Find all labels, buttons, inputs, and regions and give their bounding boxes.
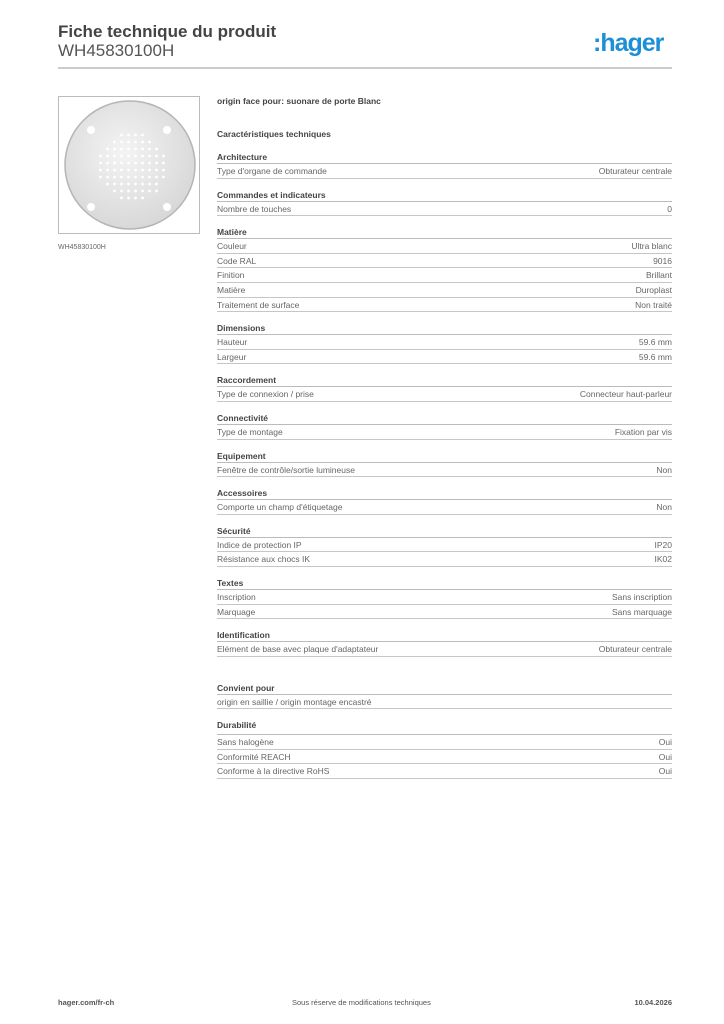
spec-section bbox=[217, 321, 672, 364]
spec-label: Type de connexion / prise bbox=[217, 389, 314, 400]
spec-section bbox=[217, 449, 672, 478]
section-title: Architecture bbox=[217, 150, 672, 164]
spec-row bbox=[217, 202, 672, 217]
spec-row bbox=[217, 552, 672, 567]
spec-row bbox=[217, 350, 672, 365]
product-reference: WH45830100H bbox=[58, 41, 175, 60]
spec-label: Comporte un champ d'étiquetage bbox=[217, 502, 343, 513]
spec-section bbox=[217, 486, 672, 515]
spec-label: Finition bbox=[217, 270, 245, 281]
spec-value: Obturateur centrale bbox=[598, 644, 672, 655]
spec-value: Fixation par vis bbox=[614, 426, 672, 437]
spec-row bbox=[217, 335, 672, 350]
spec-value: Duroplast bbox=[635, 284, 672, 295]
section-title: Convient pour bbox=[217, 681, 672, 695]
footer-date: 10.04.2026 bbox=[634, 998, 672, 1007]
spec-section bbox=[217, 150, 672, 179]
spec-label: Marquage bbox=[217, 606, 256, 617]
spec-row bbox=[217, 695, 672, 710]
section-title: Identification bbox=[217, 628, 672, 642]
section-title: Connectivité bbox=[217, 411, 672, 425]
spec-label: Traitement de surface bbox=[217, 299, 300, 310]
spec-label: Résistance aux chocs IK bbox=[217, 554, 311, 565]
spec-label: Largeur bbox=[217, 351, 247, 362]
section-title: Matière bbox=[217, 225, 672, 239]
spec-label: Matière bbox=[217, 284, 246, 295]
hager-logo: :hager bbox=[593, 29, 664, 57]
spec-label: Type de montage bbox=[217, 426, 283, 437]
section-title: Equipement bbox=[217, 449, 672, 463]
spec-value: Obturateur centrale bbox=[598, 166, 672, 176]
spec-section bbox=[217, 524, 672, 567]
page-title: Fiche technique du produit bbox=[58, 22, 277, 41]
spec-label: Code RAL bbox=[217, 255, 257, 266]
spec-label: Nombre de touches bbox=[217, 203, 292, 214]
spec-label: Hauteur bbox=[217, 337, 248, 348]
spec-value: Sans inscription bbox=[611, 591, 672, 602]
section-title: Textes bbox=[217, 576, 672, 590]
spec-value: Sans marquage bbox=[611, 606, 672, 617]
spec-value: 9016 bbox=[653, 255, 672, 266]
spec-label: Conformité REACH bbox=[217, 751, 291, 762]
spec-value: 59.6 mm bbox=[638, 351, 672, 362]
spec-label: Elément de base avec plaque d'adaptateur bbox=[217, 644, 379, 655]
section-title: Accessoires bbox=[217, 486, 672, 500]
spec-row bbox=[217, 387, 672, 402]
spec-row bbox=[217, 538, 672, 553]
spec-row bbox=[217, 283, 672, 298]
spec-label: Indice de protection IP bbox=[217, 539, 302, 550]
spec-sections bbox=[217, 150, 672, 779]
spec-label: Sans halogène bbox=[217, 737, 274, 748]
spec-row bbox=[217, 590, 672, 605]
spec-value: Oui bbox=[658, 751, 672, 762]
spec-value: Brillant bbox=[646, 270, 672, 281]
footer-disclaimer: Sous réserve de modifications techniques bbox=[292, 998, 431, 1007]
spec-value: 0 bbox=[667, 203, 672, 214]
spec-value: Non bbox=[656, 464, 672, 475]
spec-label: Inscription bbox=[217, 591, 256, 602]
spec-row bbox=[217, 605, 672, 620]
image-caption: WH45830100H bbox=[58, 244, 106, 251]
spec-value: Oui bbox=[658, 737, 672, 748]
spec-section bbox=[217, 576, 672, 619]
spec-row bbox=[217, 254, 672, 269]
section-title: Durabilité bbox=[217, 718, 672, 735]
spec-section bbox=[217, 628, 672, 657]
spec-row bbox=[217, 463, 672, 478]
spec-label: Type d'organe de commande bbox=[217, 166, 327, 176]
product-description: origin face pour: suonare de porte Blanc bbox=[217, 96, 381, 106]
spec-row bbox=[217, 239, 672, 254]
product-image bbox=[58, 96, 200, 234]
spec-row bbox=[217, 500, 672, 515]
characteristics-title: Caractéristiques techniques bbox=[217, 129, 331, 139]
section-title: Dimensions bbox=[217, 321, 672, 335]
spec-section bbox=[217, 225, 672, 312]
spec-content bbox=[217, 96, 672, 779]
spec-section bbox=[217, 411, 672, 440]
spec-row bbox=[217, 764, 672, 779]
spec-value: Non traité bbox=[635, 299, 672, 310]
section-title: Sécurité bbox=[217, 524, 672, 538]
spec-label: Fenêtre de contrôle/sortie lumineuse bbox=[217, 464, 355, 475]
section-title: Raccordement bbox=[217, 373, 672, 387]
header-divider bbox=[58, 67, 672, 69]
spec-value: Oui bbox=[658, 766, 672, 777]
spec-section bbox=[217, 373, 672, 402]
spec-row bbox=[217, 642, 672, 657]
spec-value: IP20 bbox=[654, 539, 672, 550]
spec-section bbox=[217, 718, 672, 779]
spec-row bbox=[217, 750, 672, 765]
spec-row bbox=[217, 164, 672, 179]
spec-label: Conforme à la directive RoHS bbox=[217, 766, 330, 777]
spec-value: Ultra blanc bbox=[631, 241, 672, 252]
spec-label: Couleur bbox=[217, 241, 247, 252]
spec-row bbox=[217, 298, 672, 313]
spec-row bbox=[217, 425, 672, 440]
spec-value: Connecteur haut-parleur bbox=[579, 389, 672, 400]
section-title: Commandes et indicateurs bbox=[217, 188, 672, 202]
spec-label: origin en saillie / origin montage encastré bbox=[217, 696, 372, 707]
footer-website[interactable]: hager.com/fr-ch bbox=[58, 998, 115, 1007]
spec-value: IK02 bbox=[654, 554, 672, 565]
spec-row bbox=[217, 268, 672, 283]
spec-value: Non bbox=[656, 502, 672, 513]
spec-row bbox=[217, 735, 672, 750]
spec-section bbox=[217, 188, 672, 217]
spec-section bbox=[217, 681, 672, 710]
spec-value: 59.6 mm bbox=[638, 337, 672, 348]
